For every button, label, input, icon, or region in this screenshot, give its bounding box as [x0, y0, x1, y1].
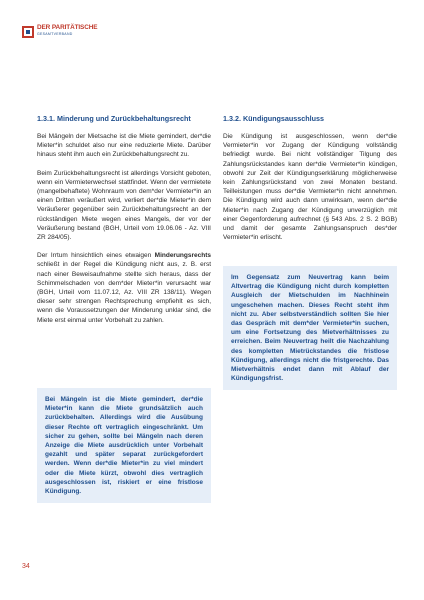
bold-term: Minderungsrechts: [154, 252, 211, 260]
logo-subtext: GESAMTVERBAND: [37, 32, 73, 36]
right-column: [223, 114, 397, 251]
info-box-minderung: Bei Mängeln ist die Miete gemindert, der*die Mieter*in kann die Miete grundsätzlich auch zurückbehalten. Allerdings wird die Ausübung dieser Rechte oft vertraglich eingeschränkt. Um sicher zu gehen, sollte bei Mängeln nach deren Anzeige die Miete ausdrücklich unter Vorbehalt gezahlt und später separat zurückgefordert werden. Wenn der*die Mieter*in zu viel mindert oder die Miete kürzt, obwohl dies vertraglich ausgeschlossen ist, riskiert er eine fristlose Kündigung.: [37, 388, 211, 503]
paragraph: Die Kündigung ist ausgeschlossen, wenn der*die Vermieter*in vor Zugang der Kündigung vollständig befriedigt wurde. Bei nicht vollständiger Tilgung des Zahlungsrückstandes kann der*die Vermieter*in kündigen, obwohl zur Zeit der Kündigungserklärung möglicherweise kein Zahlungsrückstand von zwei Monaten bestand. Teilleistungen muss der*die Vermieter*in nicht annehmen. Die Kündigung wird auch dann unwirksam, wenn der*die Mieter*in nach Zugang der Kündigung unverzüglich mit einer Gegenforderung aufrechnet (§ 543 Abs. 2 S. 2 BGB) und damit der gesamte Zahlungsanspruch des*der Vermieter*in erlischt.: [223, 133, 397, 242]
page-number: 34: [22, 563, 30, 570]
info-box-kuendigung: Im Gegensatz zum Neuvertrag kann beim Altvertrag die Kündigung nicht durch kompletten Ausgleich der Mietschulden im Nachhinein ungeschehen machen. Dieses Recht steht ihm nicht zu. Aber selbstverständlich sollten Sie hier das Gespräch mit dem*der Vermieter*in suchen, um eine Fortsetzung des Mietverhältnisses zu erreichen. Beim Neuvertrag heilt die Nachzahlung des kompletten Mietrückstandes die fristlose Kündigung, allerdings nicht die fristgerechte. Das Mietverhältnis endet dann mit Ablauf der Kündigungsfrist.: [223, 266, 397, 390]
paritaetische-logo-icon: [22, 26, 34, 38]
paragraph: Beim Zurückbehaltungsrecht ist allerdings Vorsicht geboten, wenn ein Vermieterwechsel stattfindet. Wenn der vermietete (mangelbehaftete) Wohnraum von dem*der Vermieter*in an einen Dritten veräußert wird, verliert der*die Mieter*in dem Veräußerer gegenüber sein Zurückbehaltungsrecht an der rückständigen Miete wegen eines Mangels, der vor der Veräußerung bestand (BGH, Urteil vom 19.06.06 - Az. VIII ZR 284/05).: [37, 169, 211, 242]
paragraph: Bei Mängeln der Mietsache ist die Miete gemindert, der*die Mieter*in schuldet also nur eine reduzierte Miete. Darüber hinaus steht ihm auch ein Zurückbehaltungsrecht zu.: [37, 133, 211, 159]
paragraph-text: schließt in der Regel die Kündigung nicht aus, z. B. erst nach einer Beweisaufnahme stellte sich heraus, dass der Schimmelschaden von dem*der Mieter*in verursacht war (BGH, Urteil vom 11.07.12, Az. VIII ZR 138/11). Wegen dieser sehr strengen Rechtsprechung empfiehlt es sich, wenn die Voraussetzungen der Minderung unklar sind, die Miete erst einmal unter Vorbehalt zu zahlen.: [37, 261, 211, 324]
paragraph: [37, 251, 211, 325]
left-column: [37, 114, 211, 334]
section-heading-minderung: 1.3.1. Minderung und Zurückbehaltungsrecht: [37, 114, 191, 123]
paragraph-text: Der Irrtum hinsichtlich eines etwaigen: [37, 252, 155, 260]
logo: [22, 24, 104, 39]
section-heading-kuendigungsausschluss: 1.3.2. Kündigungsausschluss: [223, 114, 325, 123]
logo-text: DER PARITÄTISCHE: [37, 24, 98, 31]
